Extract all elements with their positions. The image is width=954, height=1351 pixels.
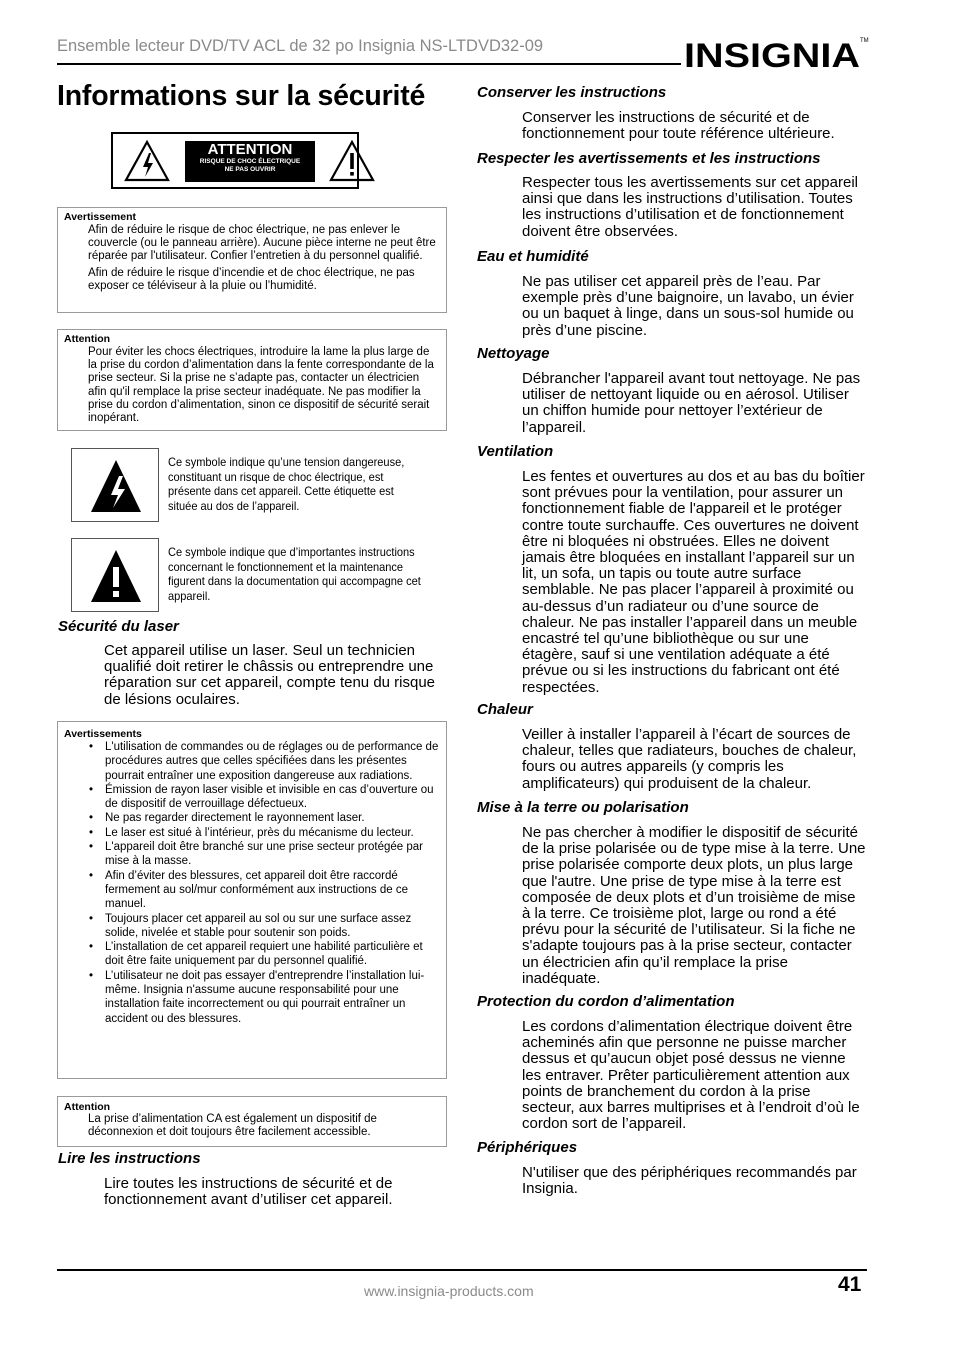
attention-banner (185, 141, 315, 182)
laser-body: Cet appareil utilise un laser. Seul un technicien qualifié doit retirer le châssis ou entreprendre une réparation sur cet appareil, compte tenu du risque de lésions oculaires. (104, 642, 436, 708)
attention-line2: NE PAS OUVRIR (224, 166, 276, 173)
lightning-symbol-frame (71, 448, 159, 522)
warning-paragraph: Afin de réduire le risque d’incendie et de choc électrique, ne pas exposer ce téléviseur à la pluie ou l’humidité. (88, 266, 415, 292)
warning-paragraph: Afin de réduire le risque de choc électrique, ne pas enlever le couvercle (ou le panneau arrière). Aucune pièce interne ne peut être réparée par l'utilisateur. Confier l’entretien à du personnel qualifié. (88, 224, 436, 263)
attention-box-title: Attention (64, 333, 111, 345)
exclamation-symbol-frame (71, 538, 159, 612)
attention-box-2 (57, 1096, 447, 1147)
page-title: Informations sur la sécurité (57, 80, 426, 112)
warning-list-item: • Émission de rayon laser visible et invisible en cas d’ouverture ou de dispositif de verrouillage défectueux. (105, 783, 440, 812)
header-rule (57, 63, 681, 65)
attention-line1: RISQUE DE CHOC ÉLECTRIQUE (199, 158, 301, 165)
section-heading: Mise à la terre ou polarisation (477, 799, 689, 816)
read-instructions-heading: Lire les instructions (58, 1150, 201, 1167)
warning-list-item: • L'appareil doit être branché sur une prise secteur protégée par mise à la masse. (105, 840, 440, 869)
lightning-symbol-icon (90, 459, 142, 513)
attention-2-paragraph: La prise d’alimentation CA est également un dispositif de déconnexion et doit toujours être facilement accessible. (88, 1113, 377, 1139)
section-body: Conserver les instructions de sécurité et de fonctionnement pour toute référence ultérieure. (522, 109, 835, 143)
attention-heading: ATTENTION (207, 141, 293, 158)
section-body: Ne pas chercher à modifier le dispositif de sécurité de la prise polarisée ou de type mise à la terre. Une prise polarisée comporte deux plots, un plus large que l'autre. Une prise de type mise à la terre est composée de deux plots et d’un troisième de mise à la terre. Ce troisième plot, large ou rond a été prévu pour la sécurité de l’utilisateur. Si la fiche ne s'adapte toujours pas à la prise secteur, contacter un électricien afin qu’il remplace la prise inadéquate. (522, 824, 866, 987)
section-body: Débrancher l'appareil avant tout nettoyage. Ne pas utiliser de nettoyant liquide ou en aérosol. Utiliser un chiffon humide pour nettoyer l’extérieur de l’appareil. (522, 370, 861, 436)
lightning-warning-icon (124, 140, 170, 182)
section-body: N'utiliser que des périphériques recommandés par Insignia. (522, 1164, 857, 1198)
warning-box-text (88, 224, 440, 296)
footer-url: www.insignia-products.com (364, 1283, 534, 1299)
section-heading: Périphériques (477, 1139, 578, 1156)
warning-list-item: • L’utilisateur ne doit pas essayer d'entreprendre l’installation lui-même. Insignia n'assume aucune responsabilité pour une installation faite incorrectement ou qui pourrait entraîner un accident ou des blessures. (105, 969, 440, 1026)
warnings-list-box (57, 721, 447, 1079)
warning-list-item: • Toujours placer cet appareil au sol ou sur une surface assez solide, nivelée et stable pour soutenir son poids. (105, 912, 440, 941)
warnings-list (88, 740, 440, 1026)
warnings-list-text (88, 740, 440, 1026)
section-body: Ne pas utiliser cet appareil près de l’eau. Par exemple près d’une baignoire, un lavabo, un évier ou un baquet à linge, dans un sous-sol humide ou près d’une piscine. (522, 273, 854, 339)
section-body: Les fentes et ouvertures au dos et au bas du boîtier sont prévues pour la ventilation, pour assurer un fonctionnement fiable de l'appareil et le protéger contre toute surchauffe. Ces ouvertures ne doivent être ni bloquées ni obstruées. Elles ne doivent jamais être bloquées en installant l’appareil sur un lit, un sofa, un tapis ou toute autre surface semblable. Ne pas placer l’appareil à proximité ou au-dessus d’un radiateur ou d’une source de chaleur. Ne pas installer l’appareil dans un meuble encastré tel qu’une bibliothèque ou sur une étagère, sauf si une ventilation adéquate a été prévue ou si les instructions du fabricant ont été respectées. (522, 468, 865, 696)
warning-list-item: • L'utilisation de commandes ou de réglages ou de performance de procédures autres que celles spécifiées dans les présentes pourrait entraîner une exposition dangereuse aux radiations. (105, 740, 440, 783)
section-heading: Chaleur (477, 701, 533, 718)
attention-box-text (88, 346, 440, 428)
section-body: Veiller à installer l’appareil à l’écart de sources de chaleur, telles que radiateurs, bouches de chaleur, fours ou autres appareils (y compris les amplificateurs) qui produisent de la chaleur. (522, 726, 857, 792)
laser-heading: Sécurité du laser (58, 618, 179, 635)
warning-list-item: • Ne pas regarder directement le rayonnement laser. (105, 811, 440, 825)
section-heading: Ventilation (477, 443, 554, 460)
section-body: Respecter tous les avertissements sur cet appareil ainsi que dans les instructions d’utilisation. Toutes les instructions d’utilisation et de fonctionnement doivent être observées. (522, 174, 858, 240)
attention-box-2-title: Attention (64, 1101, 111, 1113)
footer-rule (57, 1269, 867, 1271)
attention-box-2-text (88, 1113, 440, 1142)
section-heading: Nettoyage (477, 345, 550, 362)
section-heading: Eau et humidité (477, 248, 589, 265)
section-body: Les cordons d’alimentation électrique doivent être acheminés afin que personne ne puisse marcher dessus et qu’aucun objet posé dessus ne vienne les entraver. Prêter particulièrement attention aux points de branchement du cordon à la prise secteur, aux barres multiprises et à l’endroit d’où le cordon sort de l’appareil. (522, 1018, 860, 1133)
logo-trademark: TM (860, 38, 869, 44)
lightning-symbol-text: Ce symbole indique qu’une tension dangereuse, constituant un risque de choc électrique, est présente dans cet appareil. Cette étiquette est située au dos de l’appareil. (168, 455, 405, 513)
exclamation-symbol-icon (90, 549, 142, 603)
exclamation-symbol-text: Ce symbole indique que d’importantes instructions concernant le fonctionnement et la maintenance figurent dans la documentation qui accompagne cet appareil. (168, 545, 421, 603)
warning-list-item: • L’installation de cet appareil requiert une habilité particulière et doit être faite uniquement par du personnel qualifié. (105, 940, 440, 969)
section-heading: Conserver les instructions (477, 84, 667, 101)
exclamation-warning-icon (329, 140, 375, 182)
attention-box (57, 329, 447, 431)
logo-wordmark: INSIGNIA (684, 37, 860, 75)
page-number: 41 (838, 1273, 862, 1296)
header-title: Ensemble lecteur DVD/TV ACL de 32 po Insignia NS-LTDVD32-09 (57, 37, 544, 55)
warning-list-item: • Afin d’éviter des blessures, cet appareil doit être raccordé fermement au sol/mur conformément aux instructions de ce manuel. (105, 869, 440, 912)
read-instructions-body: Lire toutes les instructions de sécurité et de fonctionnement avant d’utiliser cet appareil. (104, 1175, 393, 1209)
warning-list-item: • Le laser est situé à l’intérieur, près du mécanisme du lecteur. (105, 826, 440, 840)
warning-box-title: Avertissement (64, 211, 136, 223)
section-heading: Protection du cordon d’alimentation (477, 993, 735, 1010)
insignia-logo (684, 34, 869, 75)
section-heading: Respecter les avertissements et les instructions (477, 150, 821, 167)
attention-label (111, 132, 359, 189)
attention-paragraph: Pour éviter les chocs électriques, introduire la lame la plus large de la prise du cordon d’alimentation dans la fente correspondante de la prise secteur. Si la prise ne s’adapte pas, contacter un électricien afin qu'il remplace la prise secteur inadéquate. Ne pas modifier la prise du cordon d’alimentation, sinon ce dispositif de sécurité serait inopérant. (88, 346, 434, 425)
warnings-list-title: Avertissements (64, 728, 142, 740)
warning-box (57, 207, 447, 313)
